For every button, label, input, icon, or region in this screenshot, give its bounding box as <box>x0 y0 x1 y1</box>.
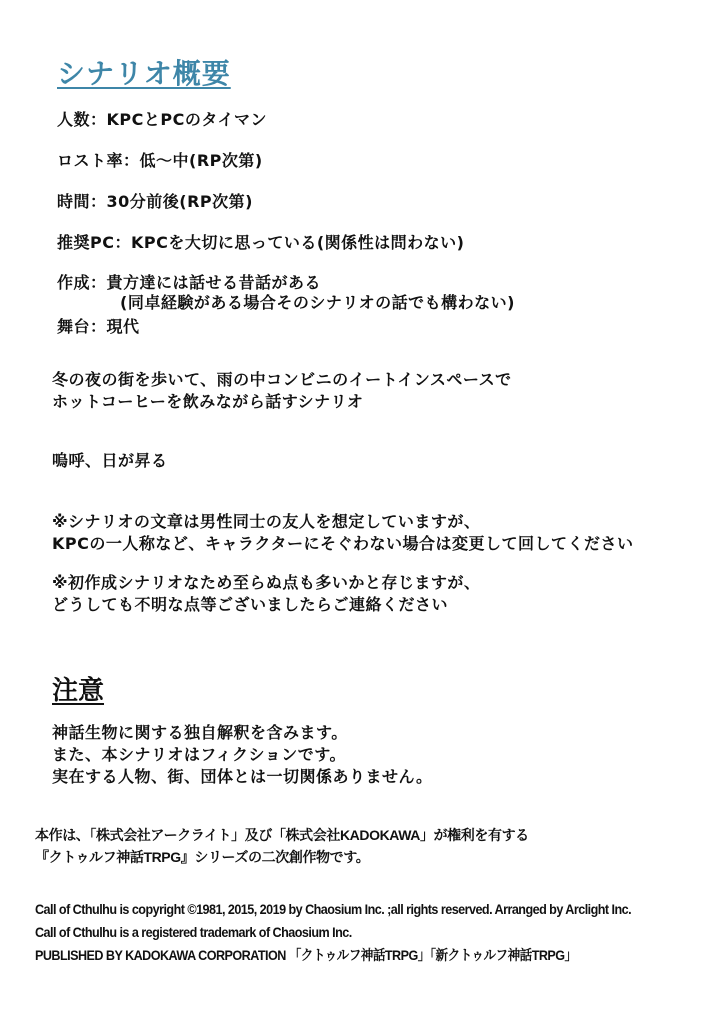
synopsis-line: 冬の夜の街を歩いて、雨の中コンビニのイートインスペースで <box>52 370 512 389</box>
page-title: シナリオ概要 <box>57 57 231 90</box>
caution-heading: 注意 <box>52 676 105 706</box>
note-line: ※シナリオの文章は男性同士の友人を想定していますが、 <box>52 512 481 531</box>
caution-line: また、本シナリオはフィクションです。 <box>52 745 346 764</box>
creation-note: (同卓経験がある場合そのシナリオの話でも構わない) <box>120 293 515 312</box>
copyright-block <box>35 898 631 967</box>
note-block-1 <box>52 511 634 555</box>
credits-line: 『クトゥルフ神話TRPG』シリーズの二次創作物です。 <box>35 849 370 865</box>
note-line: ※初作成シナリオなため至らぬ点も多いかと存じますが、 <box>52 573 481 592</box>
note-line: KPCの一人称など、キャラクターにそぐわない場合は変更して回してください <box>52 534 634 553</box>
players-info: 人数：KPCとPCのタイマン <box>57 110 268 129</box>
synopsis-block <box>52 369 512 413</box>
copyright-line: Call of Cthulhu is copyright ©1981, 2015, 2019 by Chaosium Inc. ;all rights reserved. Arranged by Arclight Inc. <box>35 901 632 917</box>
note-line: どうしても不明な点等ございましたらご連絡ください <box>52 595 449 614</box>
setting-info: 舞台：現代 <box>57 317 140 336</box>
creation-info: 作成：貴方達には話せる昔話がある <box>57 273 322 292</box>
recommended-pc-info: 推奨PC：KPCを大切に思っている(関係性は問わない) <box>57 233 465 252</box>
synopsis-line: ホットコーヒーを飲みながら話すシナリオ <box>52 392 364 411</box>
caution-block <box>52 722 432 788</box>
caution-line: 実在する人物、街、団体とは一切関係ありません。 <box>52 767 433 786</box>
note-block-2 <box>52 572 480 616</box>
lost-rate-info: ロスト率：低〜中(RP次第) <box>57 151 263 170</box>
tagline: 嗚呼、日が昇る <box>52 451 168 470</box>
caution-line: 神話生物に関する独自解釈を含みます。 <box>52 723 348 742</box>
copyright-line: PUBLISHED BY KADOKAWA CORPORATION 「クトゥルフ神話TRPG」「新クトゥルフ神話TRPG」 <box>35 947 577 963</box>
credits-block <box>35 824 529 868</box>
copyright-line: Call of Cthulhu is a registered trademark of Chaosium Inc. <box>35 924 352 940</box>
credits-line: 本作は、「株式会社アークライト」及び「株式会社KADOKAWA」が権利を有する <box>35 827 529 843</box>
time-info: 時間：30分前後(RP次第) <box>57 192 253 211</box>
